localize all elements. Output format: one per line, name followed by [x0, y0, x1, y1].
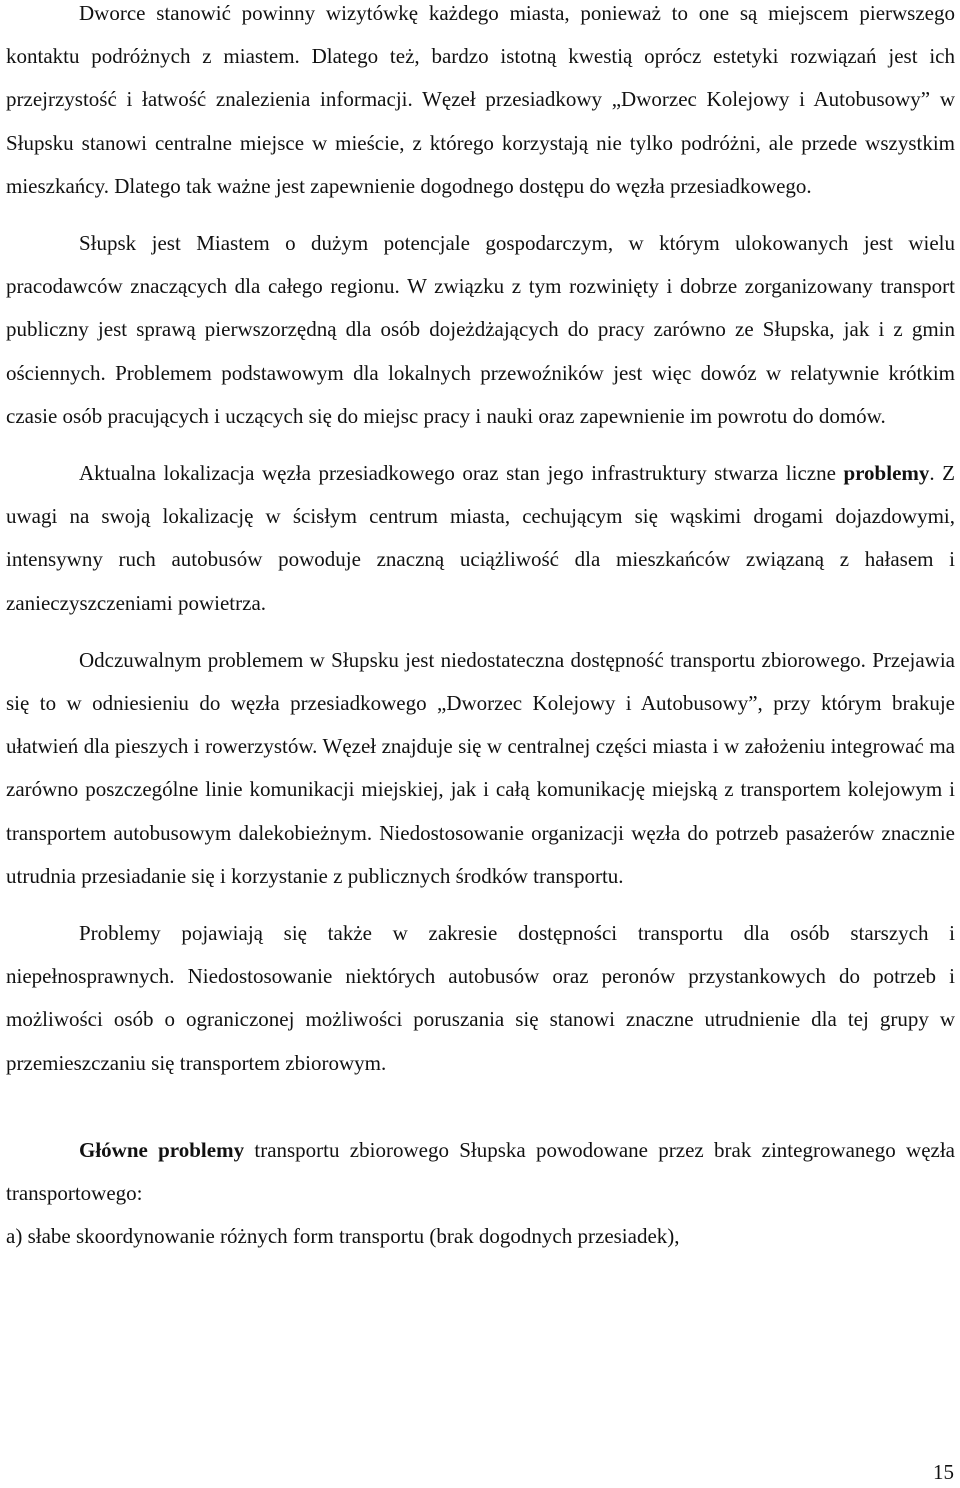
bold-term-problems: problemy [843, 461, 930, 486]
paragraph-accessibility: Odczuwalnym problemem w Słupsku jest niedostateczna dostępność transportu zbiorowego. Przejawia się to w odniesieniu do węzła przesiadkowego „Dworzec Kolejowy i Autobusowy”, przy którym brakuje ułatwień dla pieszych i rowerzystów. Węzeł znajduje się w centralnej części miasta i w założeniu integrować ma zarówno poszczególne linie komunikacji miejskiej, jak i całą komunikację miejską z transportem kolejowym i transportem autobusowym dalekobieżnym. Niedostosowanie organizacji węzła do potrzeb pasażerów znacznie utrudnia przesiadanie się i korzystanie z publicznych środków transportu. [6, 647, 955, 888]
paragraph-text: transportu zbiorowego Słupska powodowane przez brak zintegrowanego węzła transportowego: [6, 1137, 955, 1206]
list-item-a: a) słabe skoordynowanie różnych form transportu (brak dogodnych przesiadek), [6, 1224, 680, 1249]
paragraph-text: . Z uwagi na swoją lokalizację w ścisłym centrum miasta, cechującym się wąskimi drogami dojazdowymi, intensywny ruch autobusów powoduje znaczną uciążliwość dla mieszkańców związaną z hałasem i zanieczyszczeniami powietrza. [6, 461, 955, 615]
paragraph-elderly-disabled: Problemy pojawiają się także w zakresie dostępności transportu dla osób starszych i niepełnosprawnych. Niedostosowanie niektórych autobusów oraz peronów przystankowych do potrzeb i możliwości osób o ograniczonej możliwości poruszania się stanowi znaczne utrudnienie dla tej grupy w przemieszczaniu się transportem zbiorowym. [6, 921, 955, 1075]
paragraph-main-problems [6, 1129, 955, 1215]
bold-term-main-problems: Główne problemy [79, 1137, 245, 1162]
page-number: 15 [933, 1460, 954, 1484]
paragraph-stations: Dworce stanowić powinny wizytówkę każdego miasta, ponieważ to one są miejscem pierwszego kontaktu podróżnych z miastem. Dlatego też, bardzo istotną kwestią oprócz estetyki rozwiązań jest ich przejrzystość i łatwość znalezienia informacji. Węzeł przesiadkowy „Dworzec Kolejowy i Autobusowy” w Słupsku stanowi centralne miejsce w mieście, z którego korzystają nie tylko podróżni, ale przede wszystkim mieszkańcy. Dlatego tak ważne jest zapewnienie dogodnego dostępu do węzła przesiadkowego. [6, 1, 955, 198]
paragraph-economy: Słupsk jest Miastem o dużym potencjale gospodarczym, w którym ulokowanych jest wielu pracodawców znaczących dla całego regionu. W związku z tym rozwinięty i dobrze zorganizowany transport publiczny jest sprawą pierwszorzędną dla osób dojeżdżających do pracy zarówno ze Słupska, jak i z gmin ościennych. Problemem podstawowym dla lokalnych przewoźników jest więc dowóz w relatywnie krótkim czasie osób pracujących i uczących się do miejsc pracy i nauki oraz zapewnienie im powrotu do domów. [6, 231, 955, 428]
paragraph-text: Aktualna lokalizacja węzła przesiadkowego oraz stan jego infrastruktury stwarza liczne [79, 461, 844, 486]
document-page [6, 0, 955, 1258]
paragraph-location-problems [6, 452, 955, 625]
